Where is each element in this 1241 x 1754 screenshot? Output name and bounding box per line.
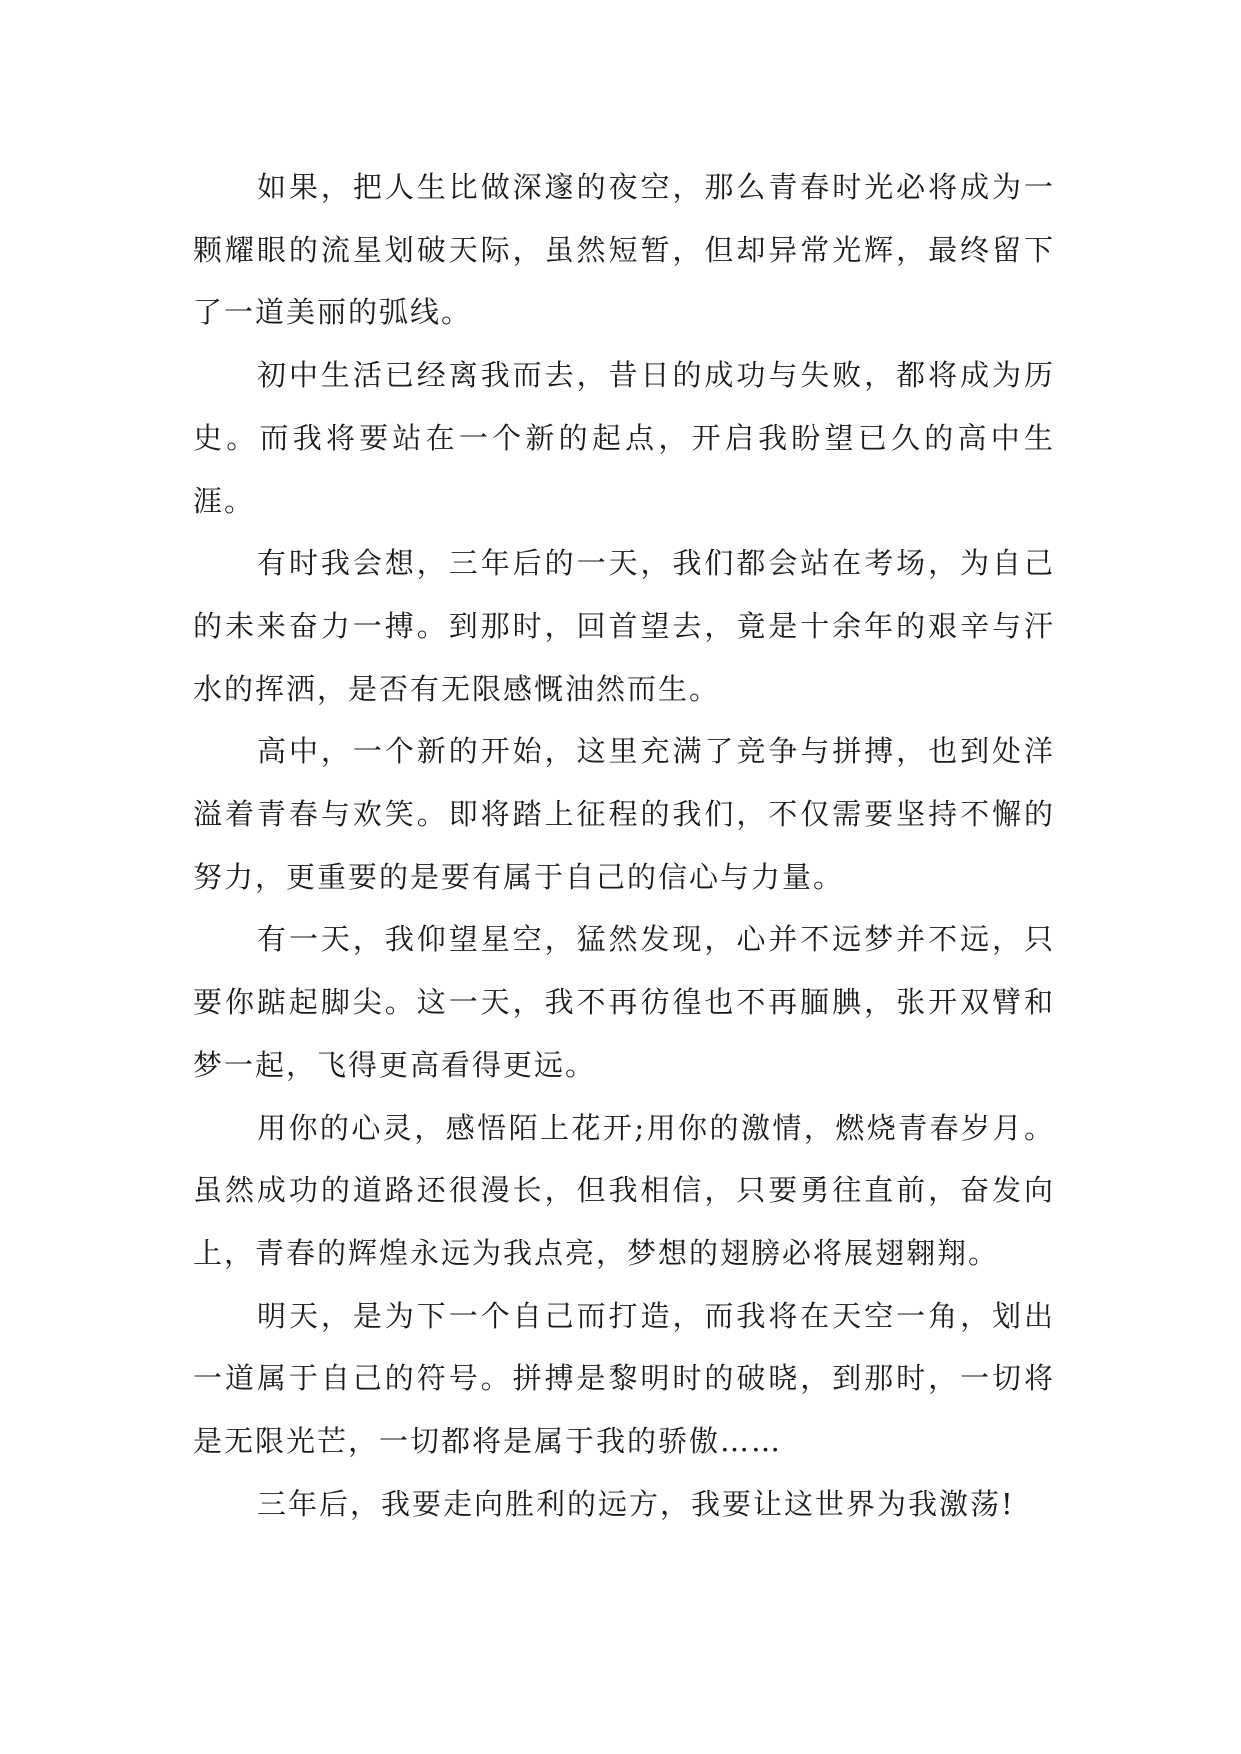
paragraph-4: 高中，一个新的开始，这里充满了竞争与拼搏，也到处洋溢着青春与欢笑。即将踏上征程的我们，不仅需要坚持不懈的努力，更重要的是要有属于自己的信心与力量。 [193, 734, 1055, 894]
paragraph-8: 三年后，我要走向胜利的远方，我要让这世界为我激荡! [257, 1486, 1015, 1521]
paragraph-5: 有一天，我仰望星空，猛然发现，心并不远梦并不远，只要你踮起脚尖。这一天，我不再彷徨也不再腼腆，张开双臂和梦一起，飞得更高看得更远。 [193, 922, 1055, 1082]
paragraph-2: 初中生活已经离我而去，昔日的成功与失败，都将成为历史。而我将要站在一个新的起点，开启我盼望已久的高中生涯。 [193, 358, 1055, 518]
paragraph-3: 有时我会想，三年后的一天，我们都会站在考场，为自己的未来奋力一搏。到那时，回首望去，竟是十余年的艰辛与汗水的挥洒，是否有无限感慨油然而生。 [193, 546, 1055, 706]
paragraph-7: 明天，是为下一个自己而打造，而我将在天空一角，划出一道属于自己的符号。拼搏是黎明时的破晓，到那时，一切将是无限光芒，一切都将是属于我的骄傲…… [193, 1298, 1055, 1459]
essay-body [193, 156, 1055, 1535]
paragraph-1: 如果，把人生比做深邃的夜空，那么青春时光必将成为一颗耀眼的流星划破天际，虽然短暂，但却异常光辉，最终留下了一道美丽的弧线。 [193, 170, 1055, 330]
paragraph-6: 用你的心灵，感悟陌上花开;用你的激情，燃烧青春岁月。虽然成功的道路还很漫长，但我相信，只要勇往直前，奋发向上，青春的辉煌永远为我点亮，梦想的翅膀必将展翅翱翔。 [193, 1110, 1055, 1270]
